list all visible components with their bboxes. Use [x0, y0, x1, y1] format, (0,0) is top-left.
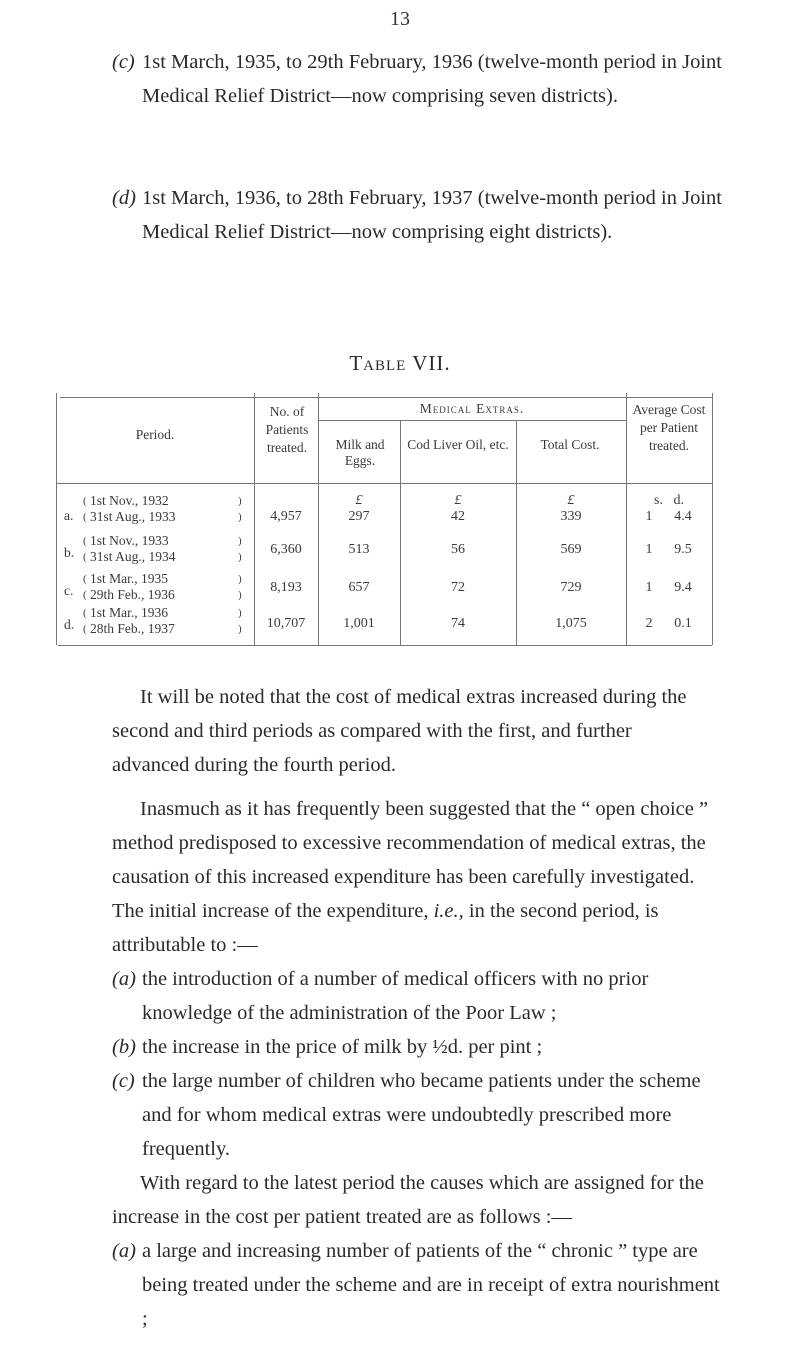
table-bottom-rule	[58, 645, 712, 646]
header-cod-liver: Cod Liver Oil, etc.	[407, 437, 509, 452]
unit-pound: £	[567, 493, 575, 508]
item-text: 1st March, 1936, to 28th February, 1937 (twelve-month period in Joint Medical Relief District—now comprising eight districts).	[142, 187, 722, 243]
cell-avg-s: 1	[645, 580, 653, 595]
cell-patients: 6,360	[270, 542, 302, 557]
cell-patients: 10,707	[266, 616, 306, 631]
unit-pound: £	[355, 493, 363, 508]
brace-close: ) )	[238, 573, 242, 601]
intro-item-c	[112, 45, 722, 113]
cell-avg-d: 9.5	[674, 542, 692, 557]
p2-text: Inasmuch as it has frequently been suggested that the “ open choice ” method predisposed to excessive recommendation of medical extras, the causation of this increased expenditure has been carefully investigated. The initial increase of the expenditure,	[112, 798, 709, 922]
header-milk-eggs: Milk and Eggs.	[335, 437, 385, 468]
brace-open: ( (	[83, 535, 87, 563]
intro-item-d	[112, 181, 722, 249]
cause-c	[112, 1064, 722, 1166]
cell-total: 729	[560, 580, 582, 595]
row-period-start: 1st Mar., 1935	[90, 571, 169, 586]
item-text: 1st March, 1935, to 29th February, 1936 (twelve-month period in Joint Medical Relief District—now comprising seven districts).	[142, 51, 722, 107]
row-period-end: 31st Aug., 1934	[90, 549, 176, 564]
brace-open: ( (	[83, 607, 87, 635]
item-text: a large and increasing number of patients of the “ chronic ” type are being treated under the scheme and are in receipt of extra nourishment ;	[142, 1240, 720, 1330]
row-label: b.	[64, 545, 75, 560]
cell-avg-s: 1	[645, 542, 653, 557]
cell-milk-eggs: 513	[348, 542, 370, 557]
col-rule	[516, 420, 517, 645]
cell-milk-eggs: 1,001	[343, 616, 375, 631]
col-rule	[626, 393, 627, 645]
cell-milk-eggs: 297	[348, 509, 370, 524]
table-header-rule	[56, 483, 712, 484]
row-period-start: 1st Mar., 1936	[90, 605, 169, 620]
unit-pound: £	[454, 493, 462, 508]
table-top-rule	[60, 397, 712, 398]
brace-open: ( (	[83, 573, 87, 601]
cause-a	[112, 962, 722, 1030]
row-period-start: 1st Nov., 1933	[90, 533, 169, 548]
item-label: (c)	[112, 51, 135, 73]
p2-ie: i.e.,	[433, 900, 464, 922]
extras-subrule	[318, 420, 626, 421]
table-vii	[56, 393, 716, 647]
item-label: (a)	[112, 1240, 136, 1262]
item-label: (a)	[112, 968, 136, 990]
cell-avg-d: 0.1	[674, 616, 692, 631]
cell-patients: 4,957	[270, 509, 302, 524]
cell-patients: 8,193	[270, 580, 302, 595]
item-text: the large number of children who became patients under the scheme and for whom medical extras were undoubtedly prescribed more frequently.	[142, 1070, 701, 1160]
col-rule	[400, 420, 401, 645]
p2-text-end: in the second period, is attributable to :—	[112, 900, 659, 956]
unit-shillings-pence: s. d.	[654, 493, 684, 508]
paragraph-latest-period: With regard to the latest period the causes which are assigned for the increase in the cost per patient treated are as follows :—	[112, 1172, 704, 1228]
cell-total: 569	[560, 542, 582, 557]
brace-close: ) )	[238, 495, 242, 523]
header-total: Total Cost.	[540, 437, 600, 452]
paragraph-cost-increase: It will be noted that the cost of medical extras increased during the second and third periods as compared with the first, and further advanced during the fourth period.	[112, 686, 687, 776]
cause-b	[112, 1030, 722, 1064]
header-patients: No. of Patients treated.	[265, 404, 309, 455]
row-period-end: 29th Feb., 1936	[90, 587, 175, 602]
latest-cause-a	[112, 1234, 722, 1336]
page-number: 13	[390, 8, 410, 30]
row-period-end: 31st Aug., 1933	[90, 509, 176, 524]
item-text: the introduction of a number of medical officers with no prior knowledge of the administration of the Poor Law ;	[142, 968, 649, 1024]
header-period: Period.	[135, 427, 175, 442]
header-medical-extras: Medical Extras.	[419, 401, 525, 416]
row-label: a.	[64, 508, 74, 523]
brace-open: ( (	[83, 495, 87, 523]
table-right-rule	[712, 393, 713, 645]
brace-close: ) )	[238, 535, 242, 563]
item-label: (c)	[112, 1070, 135, 1092]
cell-avg-d: 9.4	[674, 580, 692, 595]
cell-total: 339	[560, 509, 582, 524]
row-period-end: 28th Feb., 1937	[90, 621, 175, 636]
header-average: Average Cost per Patient treated.	[632, 402, 706, 453]
cell-cod-liver: 42	[451, 509, 465, 524]
cell-cod-liver: 56	[451, 542, 465, 557]
row-label: d.	[64, 617, 75, 632]
cell-avg-s: 1	[645, 509, 653, 524]
cell-avg-d: 4.4	[674, 509, 692, 524]
row-period-start: 1st Nov., 1932	[90, 493, 169, 508]
table-title: Table VII.	[349, 351, 451, 375]
paragraph-open-choice	[112, 792, 712, 962]
item-label: (d)	[112, 187, 136, 209]
brace-close: ) )	[238, 607, 242, 635]
cell-cod-liver: 72	[451, 580, 465, 595]
item-text: the increase in the price of milk by ½d. per pint ;	[142, 1036, 543, 1058]
cell-cod-liver: 74	[451, 616, 465, 631]
item-label: (b)	[112, 1036, 136, 1058]
row-label: c.	[64, 583, 74, 598]
cell-avg-s: 2	[645, 616, 653, 631]
cell-total: 1,075	[555, 616, 587, 631]
cell-milk-eggs: 657	[348, 580, 370, 595]
